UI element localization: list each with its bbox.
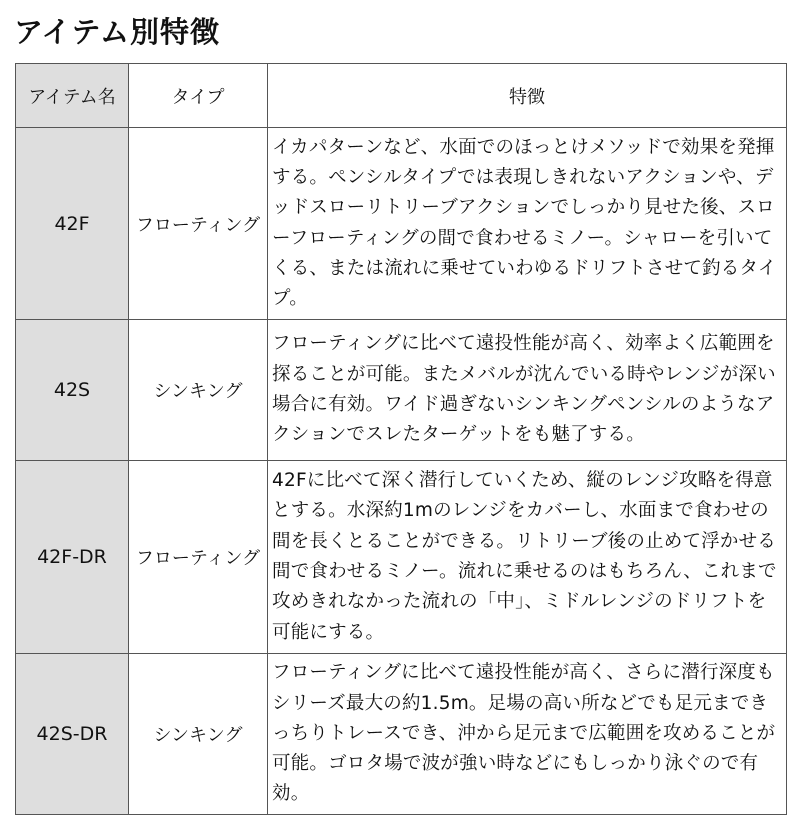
item-name-cell: 42F: [16, 128, 129, 320]
item-name-cell: 42S: [16, 320, 129, 461]
item-feature-cell: イカパターンなど、水面でのほっとけメソッドで効果を発揮する。ペンシルタイプでは表現しきれないアクションや、デッドスローリトリーブアクションでしっかり見せた後、スローフローティングの間で食わせるミノー。シャローを引いてくる、または流れに乗せていわゆるドリフトさせて釣るタイプ。: [268, 128, 787, 320]
table-row: [16, 128, 787, 320]
feature-table: [15, 63, 787, 815]
table-row: [16, 320, 787, 461]
table-row: [16, 461, 787, 654]
item-type-cell: シンキング: [129, 654, 268, 815]
table-header-row: [16, 64, 787, 128]
item-name-cell: 42F-DR: [16, 461, 129, 654]
item-feature-cell: フローティングに比べて遠投性能が高く、さらに潜行深度もシリーズ最大の約1.5m。足場の高い所などでも足元まできっちりトレースでき、沖から足元まで広範囲を攻めることが可能。ゴロタ場で波が強い時などにもしっかり泳ぐので有効。: [268, 654, 787, 815]
header-feature: 特徴: [268, 64, 787, 128]
header-type: タイプ: [129, 64, 268, 128]
page-title: アイテム別特徴: [14, 15, 220, 49]
header-item-name: アイテム名: [16, 64, 129, 128]
table-row: [16, 654, 787, 815]
item-feature-cell: フローティングに比べて遠投性能が高く、効率よく広範囲を探ることが可能。またメバルが沈んでいる時やレンジが深い場合に有効。ワイド過ぎないシンキングペンシルのようなアクションでスレたターゲットをも魅了する。: [268, 320, 787, 461]
item-type-cell: シンキング: [129, 320, 268, 461]
item-feature-cell: 42Fに比べて深く潜行していくため、縦のレンジ攻略を得意とする。水深約1mのレンジをカバーし、水面まで食わせの間を長くとることができる。リトリーブ後の止めて浮かせる間で食わせるミノー。流れに乗せるのはもちろん、これまで攻めきれなかった流れの「中」、ミドルレンジのドリフトを可能にする。: [268, 461, 787, 654]
item-type-cell: フローティング: [129, 128, 268, 320]
item-type-cell: フローティング: [129, 461, 268, 654]
item-name-cell: 42S-DR: [16, 654, 129, 815]
